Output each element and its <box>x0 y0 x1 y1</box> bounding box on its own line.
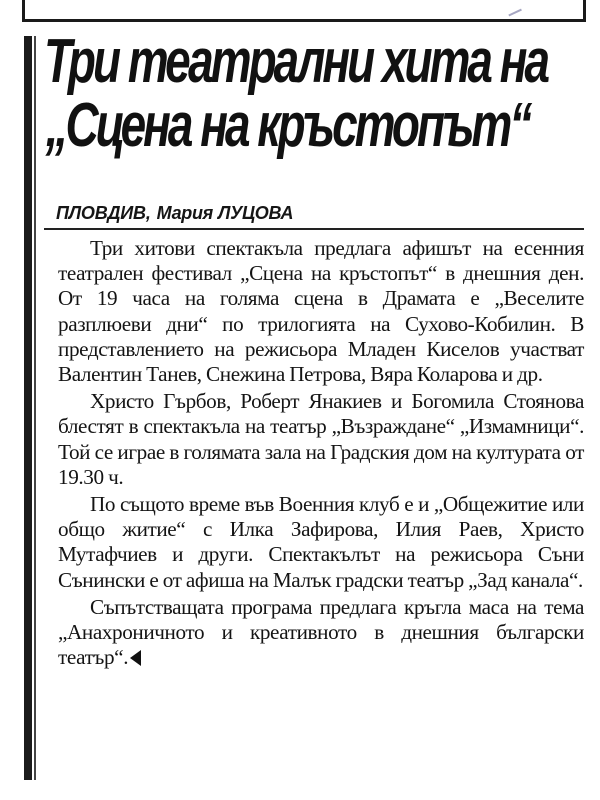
byline <box>56 203 293 224</box>
headline-line-1: Три театрални хита на <box>44 27 548 96</box>
article-paragraph-3: По същото време във Военния клуб е и „Общежитие или общо житие“ с Илка Зафирова, Илия Раев, Христо Мутафчиев и други. Спектакълът на режисьора Съни Сънински е от афиша на Малък градски театър „Зад канала“. <box>58 492 584 592</box>
byline-author-last-name: ЛУЦОВА <box>218 203 294 223</box>
byline-author-first-name: Мария <box>156 203 213 223</box>
article-paragraph-4 <box>58 595 584 671</box>
column-rule-thin <box>34 36 36 780</box>
byline-city: ПЛОВДИВ, <box>56 203 151 223</box>
column-rule-thick <box>24 36 32 780</box>
previous-article-frame <box>22 0 586 22</box>
byline-bar <box>44 200 584 230</box>
article-body <box>58 236 584 670</box>
end-of-article-icon <box>130 650 141 666</box>
article-headline <box>44 27 548 160</box>
article-paragraph-1: Три хитови спектакъла предлага афишът на есенния театрален фестивал „Сцена на кръстопът“ в днешния ден. От 19 часа на голяма сцена в Драмата е „Веселите разплюеви дни“ по трилогията на Сухово-Кобилин. В представлението на режисьора Младен Киселов участват Валентин Танев, Снежина Петрова, Вяра Коларова и др. <box>58 236 584 387</box>
headline-line-2: „Сцена на кръстопът“ <box>45 91 530 160</box>
article-paragraph-2: Христо Гърбов, Роберт Янакиев и Богомила Стоянова блестят в спектакъла на театър „Възраждане“ „Измамници“. Той се играе в голямата зала на Градския дом на културата от 19.30 ч. <box>58 389 584 489</box>
article-paragraph-4-text: Съпътстващата програма предлага кръгла маса на тема „Анахроничното и креативното в днешния български театър“. <box>58 594 584 670</box>
